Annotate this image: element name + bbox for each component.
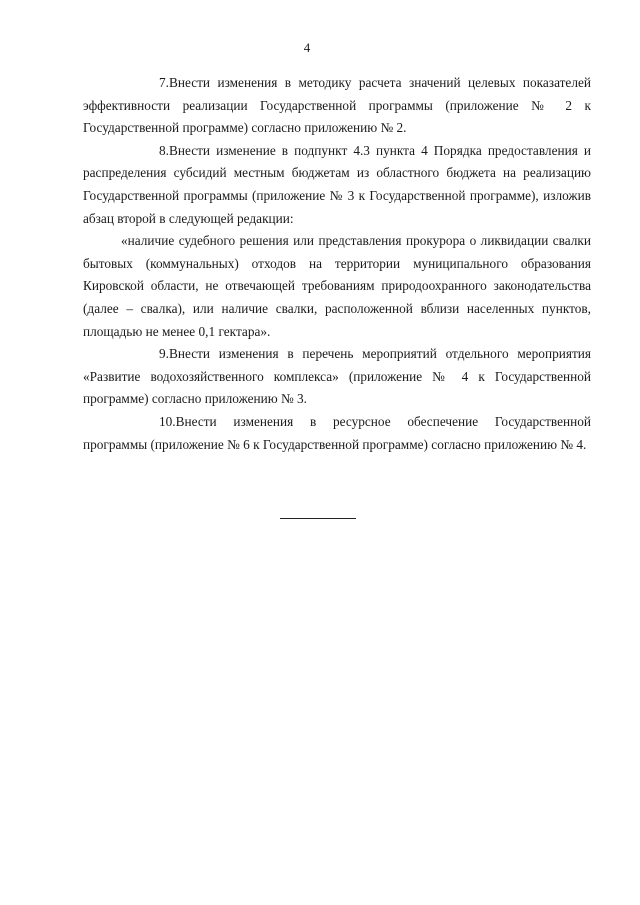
paragraph-text: Внести изменения в ресурсное обеспечение Государственной программы (приложение № 6 к Государственной программе) согласно приложению № 4. xyxy=(83,413,591,452)
paragraph-text: Внести изменения в перечень мероприятий отдельного мероприятия «Развитие водохозяйственного комплекса» (приложение № 4 к Государственной программе) согласно приложению № 3. xyxy=(83,346,591,407)
paragraph-item-9 xyxy=(83,343,591,411)
paragraph-number: 7. xyxy=(159,75,169,90)
paragraph-number: 8. xyxy=(159,142,169,158)
paragraph-text: Внести изменение в подпункт 4.3 пункта 4 Порядка предоставления и распределения субсидий местным бюджетам из областного бюджета на реализацию Государственной программы (приложение № 3 к Государственной программе), изложив абзац второй в следующей редакции: xyxy=(83,142,591,226)
paragraph-quoted-amendment xyxy=(83,230,591,343)
paragraph-number: 10. xyxy=(159,413,176,429)
page-number: 4 xyxy=(303,40,311,55)
paragraph-text: «наличие судебного решения или представления прокурора о ликвидации свалки бытовых (коммунальных) отходов на территории муниципального образования Кировской области, не отвечающей требованиям природоохранного законодательства (далее – свалка), или наличие свалки, расположенной вблизи населенных пунктов, площадью не менее 0,1 гектара». xyxy=(83,233,591,339)
paragraph-item-10 xyxy=(83,411,591,456)
document-body xyxy=(83,72,591,456)
paragraph-item-7 xyxy=(83,72,591,140)
end-divider-line xyxy=(280,518,356,519)
paragraph-number: 9. xyxy=(159,346,169,362)
paragraph-item-8 xyxy=(83,140,591,230)
paragraph-text: Внести изменения в методику расчета значений целевых показателей эффективности реализации Государственной программы (приложение № 2 к Государственной программе) согласно приложению № 2. xyxy=(83,75,591,136)
